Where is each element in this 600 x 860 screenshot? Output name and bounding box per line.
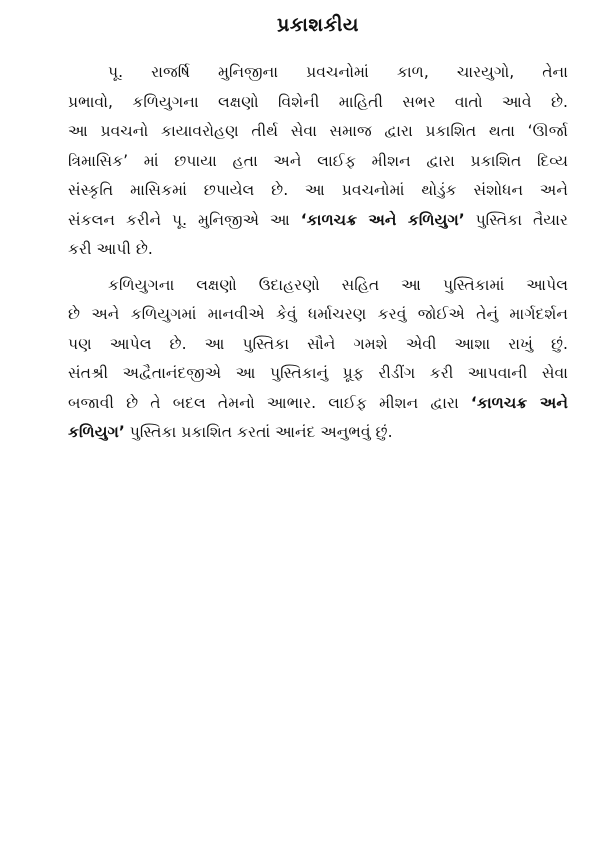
paragraph-1: [68, 58, 568, 265]
book-title-bold: ‘કાળચક્ર અને: [470, 393, 568, 412]
text-line: કળિયુગના લક્ષણો ઉદાહરણો સહિત આ પુસ્તિકામાં આપેલ: [108, 275, 568, 294]
text-segment: સંકલન કરીને પૂ. મુનિજીએ આ: [68, 210, 301, 229]
text-segment: બજાવી છે તે બદલ તેમનો આભાર. લાઈફ મીશન દ્વારા: [68, 393, 471, 412]
text-line: આ પ્રવચનો કાયાવરોહણ તીર્થ સેવા સમાજ દ્વારા પ્રકાશિત થતા ‘ઊર્જા: [68, 122, 568, 140]
text-line: કરી આપી છે.: [68, 240, 153, 258]
text-line: [68, 418, 568, 448]
text-line: પણ આપેલ છે. આ પુસ્તિકા સૌને ગમશે એવી આશા રાખું છું.: [68, 334, 568, 353]
text-segment: પુસ્તિકા તૈયાર: [464, 210, 568, 229]
text-segment: પુસ્તિકા પ્રકાશિત કરતાં આનંદ અનુભવું છું.: [124, 423, 393, 441]
text-line: પૂ. રાજર્ષિ મુનિજીના પ્રવચનોમાં કાળ, ચારયુગો, તેના: [108, 63, 568, 81]
text-line: [68, 206, 568, 236]
book-title-bold: ‘કાળચક્ર અને કળિયુગ’: [300, 210, 465, 229]
book-title-bold: કળિયુગ’: [68, 423, 125, 441]
paragraph-2: [68, 271, 568, 448]
text-line: સંસ્કૃતિ માસિકમાં છપાયેલ છે. આ પ્રવચનોમાં થોડુંક સંશોધન અને: [68, 181, 568, 199]
text-line: [68, 389, 568, 419]
page-title: પ્રકાશકીય: [277, 14, 359, 36]
text-line: પ્રભાવો, કળિયુગના લક્ષણો વિશેની માહિતી સભર વાતો આવે છે.: [68, 92, 568, 111]
text-line: છે અને કળિયુગમાં માનવીએ કેવું ધર્માચરણ કરવું જોઈએ તેનું માર્ગદર્શન: [68, 305, 568, 323]
text-line: ત્રિમાસિક’ માં છપાયા હતા અને લાઈફ મીશન દ્વારા પ્રકાશિત દિવ્ય: [68, 151, 568, 170]
text-line: સંતશ્રી અદ્વૈતાનંદજીએ આ પુસ્તિકાનું પ્રૂફ રીડીંગ કરી આપવાની સેવા: [68, 364, 568, 382]
document-page: [68, 14, 568, 448]
